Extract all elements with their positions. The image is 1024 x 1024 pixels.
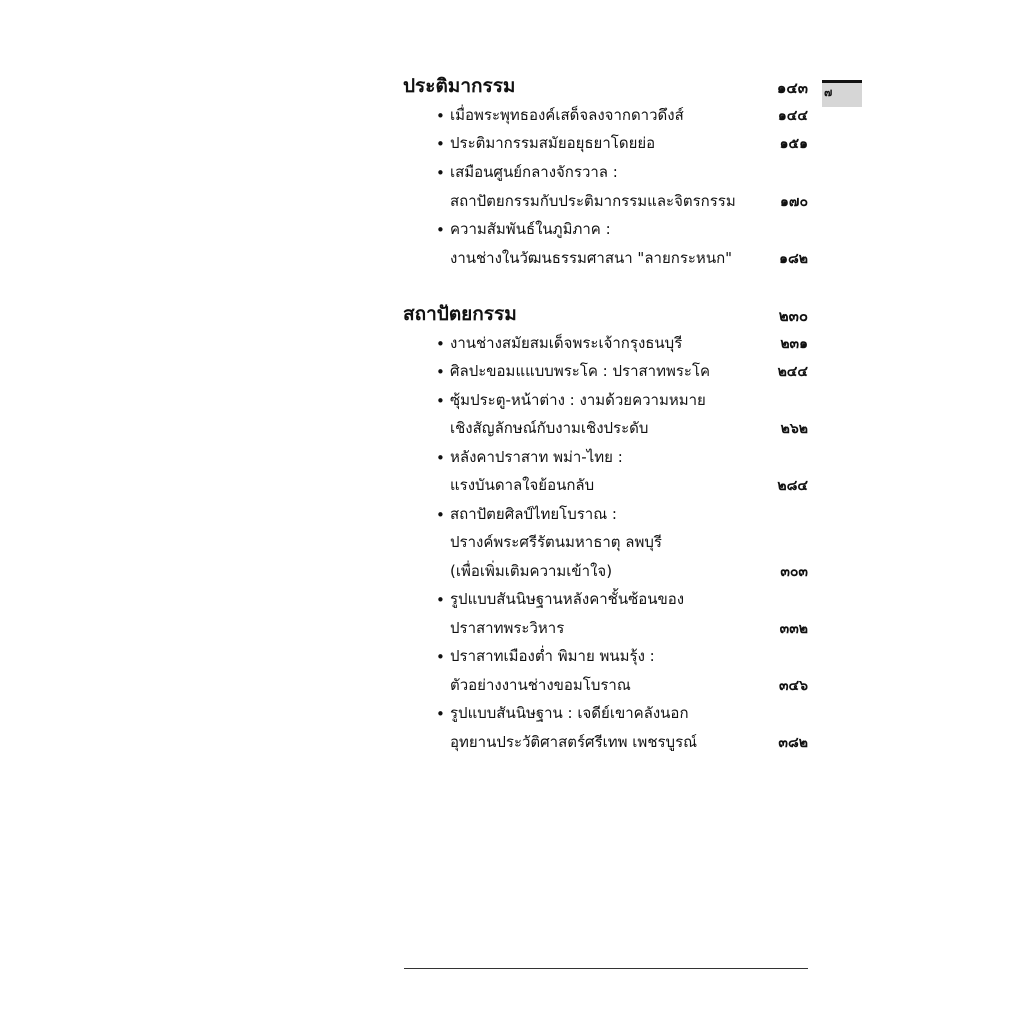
toc-entry-line: ประติมากรรมสมัยอยุธยาโดยย่อ	[450, 134, 656, 152]
bullet: •	[436, 164, 445, 182]
section-page-number: ๑๔๓	[776, 79, 808, 97]
toc-entry-line: อุทยานประวัติศาสตร์ศรีเทพ เพชรบูรณ์	[450, 733, 698, 751]
toc-entry-line: หลังคาปราสาท พม่า-ไทย :	[450, 448, 623, 466]
entry-page-number: ๑๔๔	[777, 108, 808, 124]
entry-page-number: ๒๘๔	[777, 478, 808, 494]
bullet: •	[436, 392, 445, 410]
entry-page-number: ๑๘๒	[779, 251, 808, 267]
toc-entry-line: งานช่างสมัยสมเด็จพระเจ้ากรุงธนบุรี	[450, 334, 683, 352]
bullet: •	[436, 135, 445, 153]
toc-entry-line: งานช่างในวัฒนธรรมศาสนา "ลายกระหนก"	[450, 249, 733, 267]
bullet: •	[436, 591, 445, 609]
toc-entry-line: รูปแบบสันนิษฐาน : เจดีย์เขาคลังนอก	[450, 704, 689, 722]
bullet: •	[436, 335, 445, 353]
entry-page-number: ๒๓๑	[780, 336, 808, 352]
toc-entry-line: ปราสาทพระวิหาร	[450, 619, 565, 637]
toc-entry-line: ตัวอย่างงานช่างขอมโบราณ	[450, 676, 631, 694]
entry-page-number: ๒๖๒	[780, 421, 808, 437]
toc-entry-line: ความสัมพันธ์ในภูมิภาค :	[450, 220, 611, 238]
entry-page-number: ๓๐๓	[780, 564, 808, 580]
entry-page-number: ๓๘๒	[778, 735, 808, 751]
entry-page-number: ๑๗๐	[780, 194, 808, 210]
toc-entry-line: ปรางค์พระศรีรัตนมหาธาตุ ลพบุรี	[450, 533, 662, 551]
toc-entry-line: ศิลปะขอมแแบบพระโค : ปราสาทพระโค	[450, 362, 711, 380]
bullet: •	[436, 648, 445, 666]
entry-page-number: ๒๔๔	[777, 364, 808, 380]
bullet: •	[436, 449, 445, 467]
toc-entry-line: ปราสาทเมืองต่ำ พิมาย พนมรุ้ง :	[450, 647, 655, 665]
bullet: •	[436, 221, 445, 239]
bottom-rule	[404, 968, 808, 969]
toc-entry-line: เชิงสัญลักษณ์กับงามเชิงประดับ	[450, 419, 649, 437]
toc-entry-line: รูปแบบสันนิษฐานหลังคาชั้นซ้อนของ	[450, 590, 685, 608]
bullet: •	[436, 506, 445, 524]
tab-page-number: ๗	[824, 86, 833, 99]
bullet: •	[436, 363, 445, 381]
section-page-number: ๒๓๐	[778, 307, 808, 325]
toc-entry-line: เมื่อพระพุทธองค์เสด็จลงจากดาวดึงส์	[450, 106, 684, 124]
toc-entry-line: (เพื่อเพิ่มเติมความเข้าใจ)	[450, 562, 613, 580]
entry-page-number: ๓๔๖	[778, 678, 808, 694]
entry-page-number: ๓๓๒	[779, 621, 808, 637]
section-title-architecture: สถาปัตยกรรม	[403, 303, 517, 325]
toc-entry-line: สถาปัตยศิลป์ไทยโบราณ :	[450, 505, 617, 523]
toc-entry-line: ซุ้มประตู-หน้าต่าง : งามด้วยความหมาย	[450, 391, 706, 409]
bullet: •	[436, 107, 445, 125]
toc-entry-line: สถาปัตยกรรมกับประติมากรรมและจิตรกรรม	[450, 192, 736, 210]
toc-entry-line: เสมือนศูนย์กลางจักรวาล :	[450, 163, 618, 181]
bullet: •	[436, 705, 445, 723]
page-number-tab	[822, 80, 862, 107]
entry-page-number: ๑๕๑	[779, 136, 808, 152]
toc-entry-line: แรงบันดาลใจย้อนกลับ	[450, 476, 595, 494]
section-title-sculpture: ประติมากรรม	[403, 75, 516, 97]
